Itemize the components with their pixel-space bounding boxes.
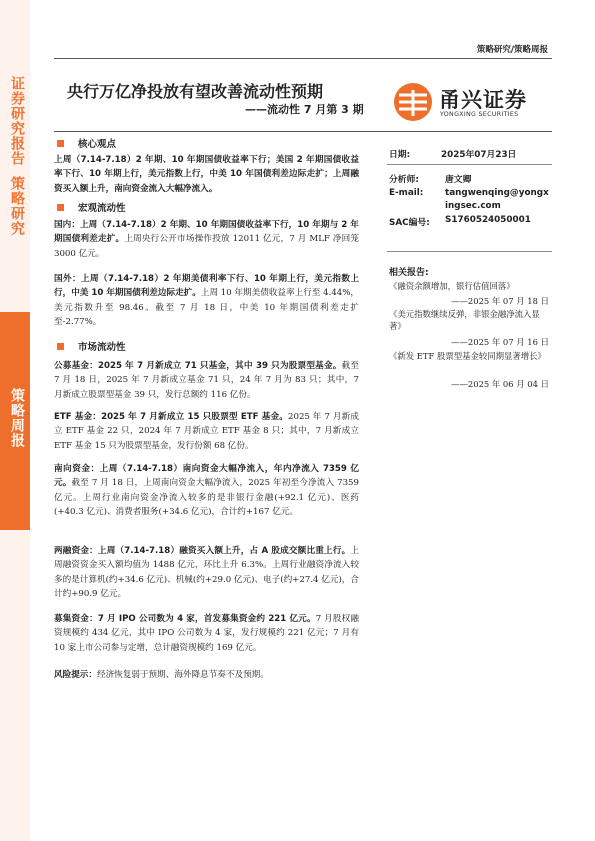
page-title: 央行万亿净投放有望改善流动性预期 [67,82,324,101]
related-reports-title: 相关报告: [389,268,429,278]
market-fund-text: 截至 7 月 18 日，2025 年 7 月新成立基金 71 只，24 年 7 月为 83 只；其中，7 月新成立股票型基金 39 只，发行总额约 116 亿份。 [54,361,359,400]
logo-text-en: YONGXING SECURITIES [440,111,519,118]
section-heading-market [57,339,126,353]
related-report-date: ——2025 年 06 月 04 日 [451,379,549,389]
sidebar-category-report: 证券研究报告 [9,76,25,166]
related-report-item[interactable]: 《美元指数继续反弹，非银金融净流入显著》 [389,309,540,332]
logo-text-cn: 甬兴证券 [439,88,527,112]
section-heading-macro [57,200,126,214]
macro-foreign-text: 上周 10 年期美债收益率上行至 4.44%，美元指数升至 98.46。截至 7 月 18 日，中美 10 年期国债利差走扩至-2.77%。 [54,288,360,328]
meta-divider [387,251,552,252]
market-southbound-bold: 南向资金：上周（7.14-7.18）南向资金大幅净流入，年内净流入 7359 亿元。 [54,464,359,489]
section-heading-core [57,136,116,150]
header-divider [54,131,552,132]
market-fund-paragraph [54,359,359,402]
logo-mark-icon [393,82,433,122]
market-margin-text: 上周融资资金买入额均值为 1488 亿元，环比上升 6.3%。上周行业融资净流入较多的是计算机(约+34.6 亿元)、机械(约+29.0 亿元)、电子(约+27.4 亿元)，合计约+90.9 亿元。 [54,546,359,600]
sidebar-category-weekly: 策略周报 [9,388,25,448]
date-value: 2025年07月23日 [441,150,517,160]
email-link[interactable]: tangwenqing@yongxingsec.com [445,188,549,211]
macro-domestic-paragraph [54,218,359,261]
macro-domestic-bold: 国内：上周（7.14-7.18）2 年期、10 年期国债收益率下行，10 年期与 2 年期国债利差走扩。 [54,220,359,245]
meta-divider [387,164,552,165]
email-label: E-mail: [389,188,424,198]
market-ipo-paragraph [54,612,359,655]
macro-foreign-paragraph [54,272,359,330]
report-category-label: 策略研究/策略周报 [476,45,548,55]
risk-paragraph [54,668,359,682]
risk-text: 经济恢复弱于预期、海外降息节奏不及预期。 [96,670,269,680]
section-heading-core-text: 核心观点 [78,139,117,150]
market-southbound-paragraph [54,462,359,520]
analyst-name: 唐文卿 [445,175,472,185]
core-paragraph [54,153,359,196]
sidebar-bottom-band [0,530,30,841]
section-bullet-icon [57,343,64,350]
sidebar-category-research: 策略研究 [9,176,25,236]
related-report-date: ——2025 年 07 月 18 日 [451,296,549,306]
market-ipo-bold: 募集资金：7 月 IPO 公司数为 4 家，首发募集资金约 221 亿元。 [54,614,316,624]
macro-domestic-text: 上周央行公开市场操作投放 12011 亿元，7 月 MLF 净回笼 3000 亿元。 [54,234,359,259]
market-etf-text: 2025 年 7 月新成立 ETF 基金 22 只，2024 年 7 月新成立 ETF 基金 8 只；其中，7 月新成立 ETF 基金 15 只为股票型基金，发行份额 68 亿份。 [54,412,359,451]
section-bullet-icon [57,204,64,211]
top-divider [54,58,552,59]
date-label: 日期: [389,150,411,160]
market-fund-bold: 公募基金：2025 年 7 月新成立 71 只基金，其中 39 只为股票型基金。 [54,361,342,371]
section-bullet-icon [57,140,64,147]
sac-label: SAC编号: [389,218,430,228]
analyst-label: 分析师: [389,175,419,185]
section-heading-macro-text: 宏观流动性 [78,203,126,214]
page-subtitle: ——流动性 7 月第 3 期 [245,103,364,116]
company-logo [393,78,553,124]
market-margin-paragraph [54,544,359,602]
related-report-item[interactable]: 《融资余额增加，银行估值回落》 [389,281,515,291]
section-heading-market-text: 市场流动性 [78,342,126,353]
market-margin-bold: 两融资金：上周（7.14-7.18）融资买入额上升，占 A 股成交额比重上行。 [54,546,351,556]
core-paragraph-bold: 上周（7.14-7.18）2 年期、10 年期国债收益率下行；美国 2 年期国债收益率下行、10 年期上行，美元指数上行，中美 10 年国债利差边际走扩；上周融资买入额上升，南向资金流入大幅净流入。 [54,155,359,194]
related-report-date: ——2025 年 07 月 16 日 [451,337,549,347]
sac-number: S1760524050001 [445,215,531,225]
market-ipo-text: 7 月股权融资规模约 434 亿元，其中 IPO 公司数为 4 家，发行规模约 221 亿元；7 月有 10 家上市公司参与定增，总计融资规模约 169 亿元。 [54,614,359,653]
related-report-item[interactable]: 《新发 ETF 股票型基金较同期显著增长》 [389,351,546,361]
market-southbound-text: 截至 7 月 18 日，上周南向资金大幅净流入，2025 年初至今净流入 7359 亿元。上周行业南向资金净流入较多的是非银行金融(+92.1 亿元)、医药(+40.3 亿元)、消费者服务(+34.6 亿元)，合计约+167 亿元。 [54,478,359,518]
risk-label: 风险提示： [54,670,97,680]
market-etf-bold: ETF 基金：2025 年 7 月新成立 15 只股票型 ETF 基金。 [54,412,289,422]
market-etf-paragraph [54,410,359,453]
macro-foreign-bold: 国外：上周（7.14-7.18）2 年期美债利率下行、10 年期上行，美元指数上行，中美 10 年期国债利差边际走扩。 [54,274,359,299]
